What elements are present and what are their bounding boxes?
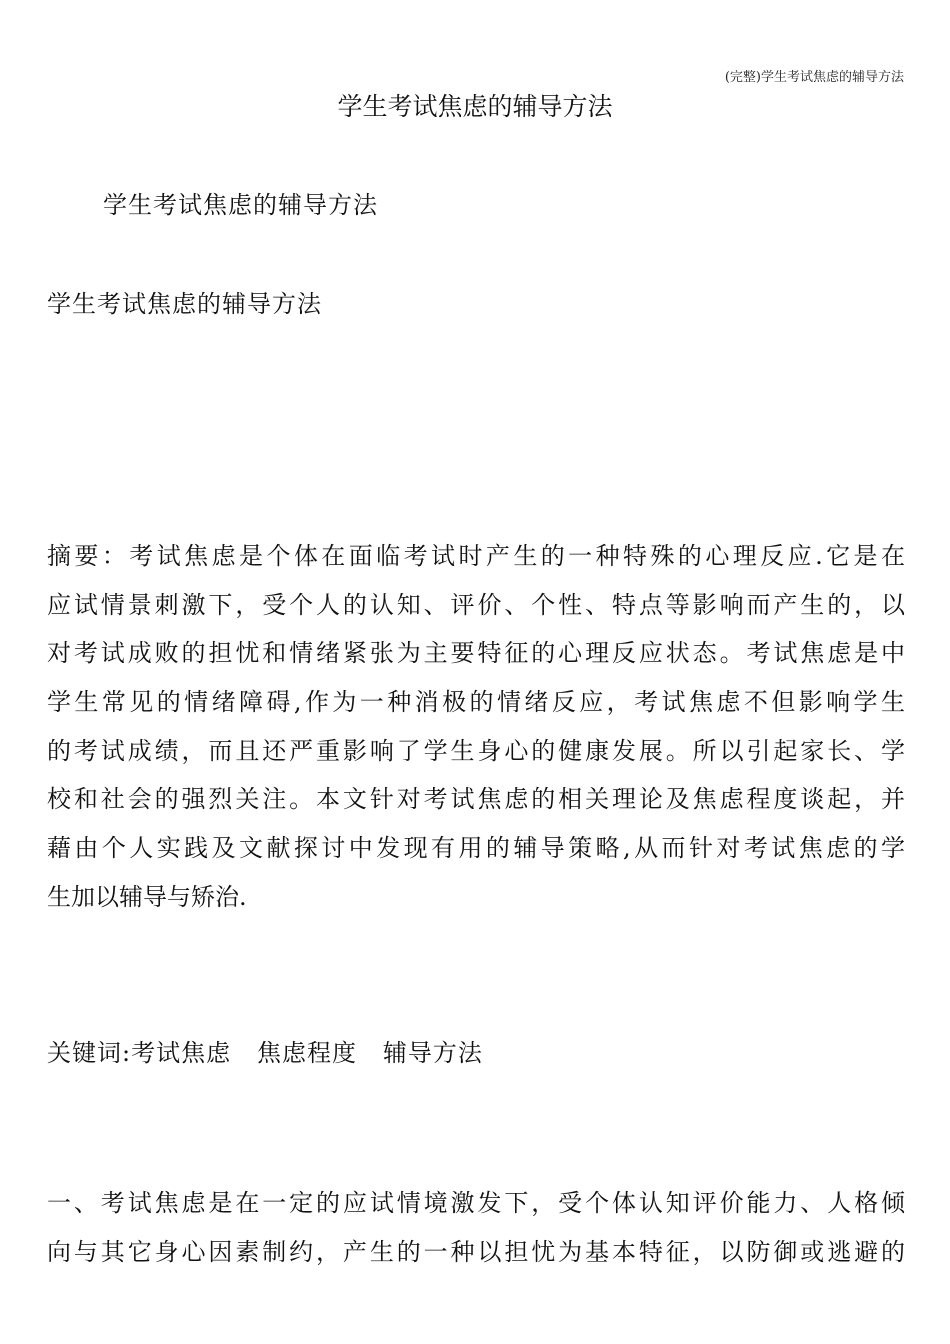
subtitle-plain: 学生考试焦虑的辅导方法 xyxy=(47,290,322,318)
subtitle-indented: 学生考试焦虑的辅导方法 xyxy=(103,191,378,219)
abstract-line: 生加以辅导与矫治. xyxy=(47,882,247,911)
keywords-line: 关键词:考试焦虑 焦虑程度 辅导方法 xyxy=(47,1039,483,1067)
abstract-line: 学生常见的情绪障碍,作为一种消极的情绪反应，考试焦虑不但影响学生 xyxy=(47,688,905,717)
abstract-line: 摘要：考试焦虑是个体在面临考试时产生的一种特殊的心理反应.它是在 xyxy=(47,542,905,570)
abstract-line: 应试情景刺激下，受个人的认知、评价、个性、特点等影响而产生的，以 xyxy=(47,590,905,619)
section-one-paragraph xyxy=(47,1179,905,1276)
section-one-line: 一、考试焦虑是在一定的应试情境激发下，受个体认知评价能力、人格倾 xyxy=(47,1189,905,1217)
abstract-line: 校和社会的强烈关注。本文针对考试焦虑的相关理论及焦虑程度谈起，并 xyxy=(47,785,905,814)
abstract-line: 的考试成绩，而且还严重影响了学生身心的健康发展。所以引起家长、学 xyxy=(47,736,905,765)
document-title: 学生考试焦虑的辅导方法 xyxy=(337,92,613,121)
abstract-line: 藉由个人实践及文献探讨中发现有用的辅导策略,从而针对考试焦虑的学 xyxy=(47,834,905,863)
running-header: (完整)学生考试焦虑的辅导方法 xyxy=(724,70,904,85)
abstract-paragraph xyxy=(47,532,905,922)
section-one-line: 向与其它身心因素制约，产生的一种以担忧为基本特征，以防御或逃避的 xyxy=(47,1237,905,1266)
abstract-line: 对考试成败的担忧和情绪紧张为主要特征的心理反应状态。考试焦虑是中 xyxy=(47,639,905,668)
